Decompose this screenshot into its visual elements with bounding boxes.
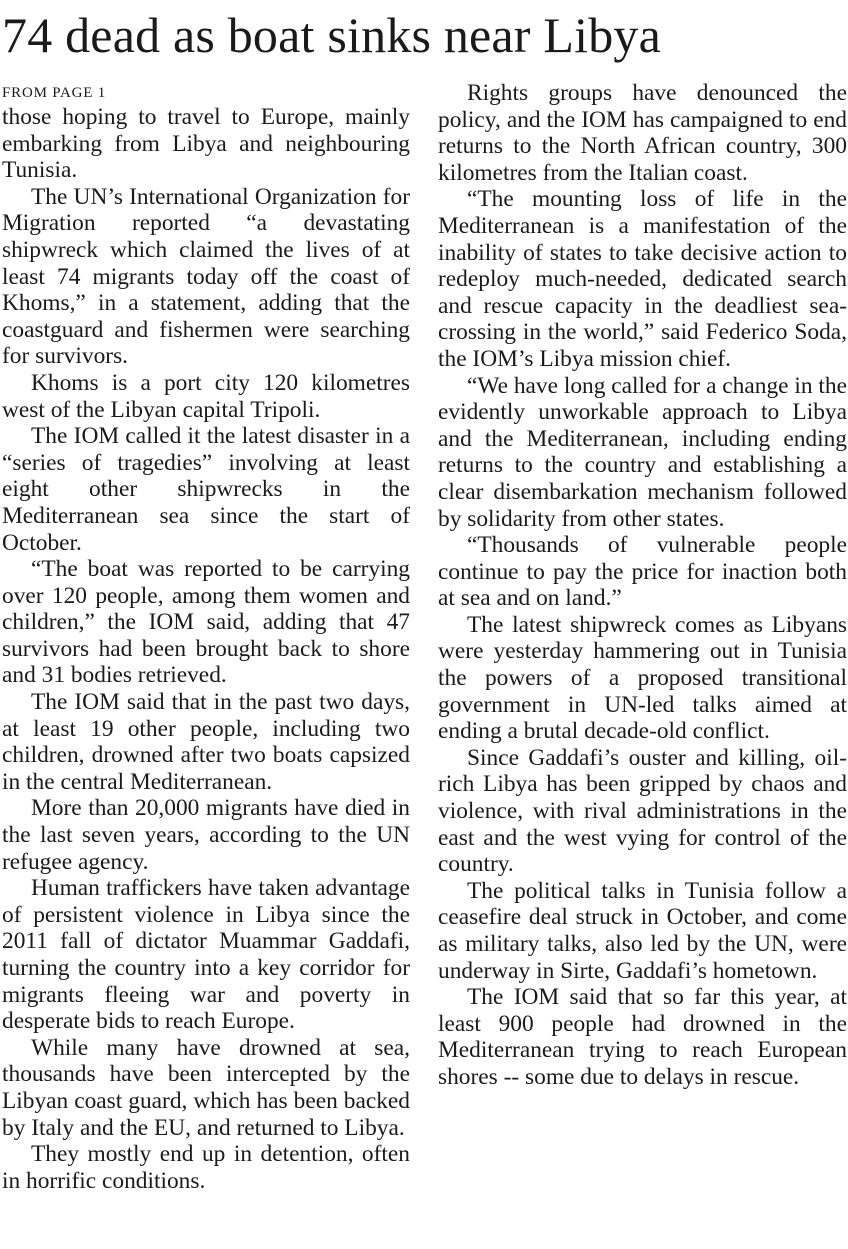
paragraph: The political talks in Tunisia follow a ceasefire deal struck in October, and come as military talks, also led by the UN, were underway in Sirte, Gaddafi’s hometown. — [438, 877, 847, 984]
left-column — [2, 104, 410, 1194]
paragraph: The UN’s International Organization for Migration reported “a devastating shipwreck which claimed the lives of at least 74 migrants today off the coast of Khoms,” in a statement, adding that the coastguard and fishermen were searching for survivors. — [2, 183, 410, 370]
paragraph: “Thousands of vulnerable people continue to pay the price for inaction both at sea and on land.” — [438, 532, 847, 612]
paragraph: The latest shipwreck comes as Libyans were yesterday hammering out in Tunisia the powers of a proposed transitional government in UN-led talks aimed at ending a brutal decade-old conflict. — [438, 611, 847, 745]
paragraph: “We have long called for a change in the evidently unworkable approach to Libya and the Mediterranean, including ending returns to the country and establishing a clear disembarkation mechanism followed by solidarity from other states. — [438, 372, 847, 532]
paragraph: Since Gaddafi’s ouster and killing, oil-rich Libya has been gripped by chaos and violence, with rival administrations in the east and the west vying for control of the country. — [438, 744, 847, 878]
paragraph: Human traffickers have taken advantage of persistent violence in Libya since the 2011 fall of dictator Muammar Gaddafi, turning the country into a key corridor for migrants fleeing war and poverty in desperate bids to reach Europe. — [2, 875, 410, 1035]
paragraph: “The boat was reported to be carrying over 120 people, among them women and children,” the IOM said, adding that 47 survivors had been brought back to shore and 31 bodies retrieved. — [2, 556, 410, 689]
paragraph: Khoms is a port city 120 kilometres west of the Libyan capital Tripoli. — [2, 369, 410, 423]
paragraph: More than 20,000 migrants have died in the last seven years, according to the UN refugee agency. — [2, 795, 410, 875]
paragraph: those hoping to travel to Europe, mainly embarking from Libya and neighbouring Tunisia. — [2, 104, 410, 184]
paragraph: Rights groups have denounced the policy, and the IOM has campaigned to end returns to the North African country, 300 kilometres from the Italian coast. — [438, 80, 847, 186]
paragraph: The IOM said that in the past two days, at least 19 other people, including two children, drowned after two boats capsized in the central Mediterranean. — [2, 689, 410, 795]
paragraph: While many have drowned at sea, thousands have been intercepted by the Libyan coast guard, which has been backed by Italy and the EU, and returned to Libya. — [2, 1034, 410, 1141]
headline: 74 dead as boat sinks near Libya — [2, 7, 661, 63]
paragraph: “The mounting loss of life in the Mediterranean is a manifestation of the inability of states to take decisive action to redeploy much-needed, dedicated search and rescue capacity in the deadliest sea-crossing in the world,” said Federico Soda, the IOM’s Libya mission chief. — [438, 186, 847, 372]
paragraph: The IOM called it the latest disaster in a “series of tragedies” involving at least eight other shipwrecks in the Mediterranean sea since the start of October. — [2, 423, 410, 556]
paragraph: They mostly end up in detention, often in horrific conditions. — [2, 1141, 410, 1194]
paragraph: The IOM said that so far this year, at least 900 people had drowned in the Mediterranean trying to reach European shores -- some due to delays in rescue. — [438, 984, 847, 1090]
right-column — [438, 80, 847, 1091]
continuation-kicker: FROM PAGE 1 — [2, 85, 107, 101]
